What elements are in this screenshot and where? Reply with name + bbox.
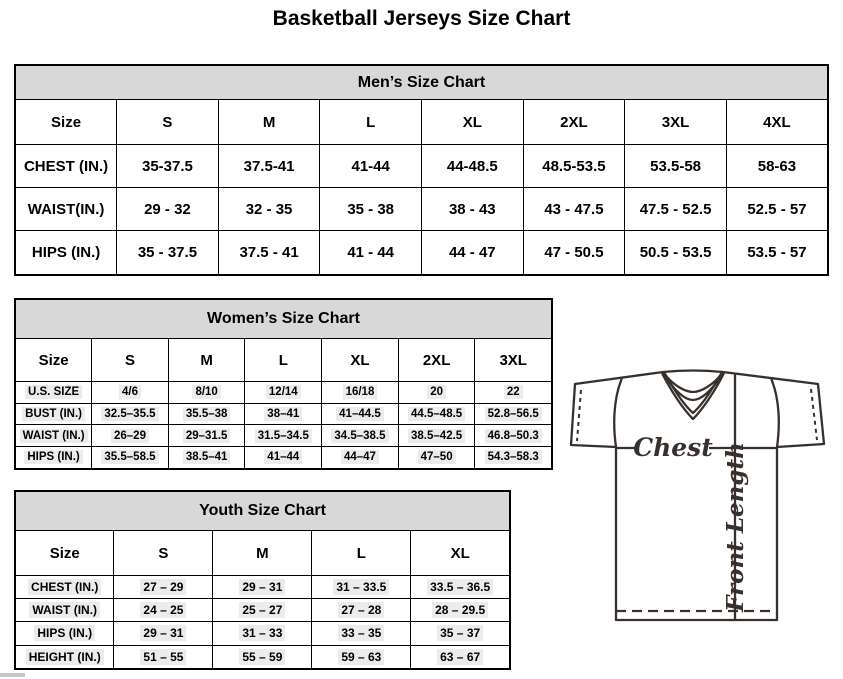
row-label: WAIST(IN.)	[15, 188, 117, 231]
highlighted-text: 34.5–38.5	[331, 429, 388, 443]
highlighted-text: 28 – 29.5	[432, 602, 488, 618]
size-cell	[114, 599, 213, 622]
size-cell	[411, 599, 510, 622]
column-header: S	[114, 531, 213, 576]
size-cell: 50.5 - 53.5	[625, 231, 727, 275]
size-cell: 53.5 - 57	[726, 231, 828, 275]
highlighted-text: WAIST (IN.)	[29, 602, 100, 618]
size-cell	[312, 576, 411, 599]
highlighted-text: 29 – 31	[239, 579, 285, 595]
row-label	[15, 576, 114, 599]
armhole-seam-right	[771, 378, 779, 447]
size-cell	[322, 382, 399, 404]
highlighted-text: 35.5–58.5	[101, 450, 158, 464]
size-cell: 44 - 47	[422, 231, 524, 275]
size-cell: 53.5-58	[625, 145, 727, 188]
row-label	[15, 446, 92, 469]
column-header: 2XL	[523, 100, 625, 145]
highlighted-text: 44.5–48.5	[408, 407, 465, 421]
front-length-label: Front Length	[722, 442, 749, 612]
womens-table	[14, 298, 553, 470]
column-header: 3XL	[475, 339, 552, 382]
highlighted-text: 38.5–41	[183, 450, 231, 464]
size-cell	[475, 446, 552, 469]
size-cell	[322, 403, 399, 425]
highlighted-text: 35 – 37	[437, 625, 483, 641]
highlighted-text: 54.3–58.3	[485, 450, 542, 464]
highlighted-text: 46.8–50.3	[485, 429, 542, 443]
highlighted-text: 41–44	[264, 450, 302, 464]
size-cell: 35 - 38	[320, 188, 422, 231]
size-cell	[398, 425, 475, 447]
womens-size-chart-table	[14, 298, 553, 470]
column-header: S	[117, 100, 219, 145]
highlighted-text: 47–50	[418, 450, 456, 464]
highlighted-text: 55 – 59	[239, 649, 285, 665]
size-cell	[312, 599, 411, 622]
column-header: M	[213, 531, 312, 576]
table-row	[15, 188, 828, 231]
row-label	[15, 403, 92, 425]
size-cell: 44-48.5	[422, 145, 524, 188]
page-title: Basketball Jerseys Size Chart	[272, 7, 571, 30]
size-cell: 47.5 - 52.5	[625, 188, 727, 231]
table-row	[15, 622, 510, 645]
size-cell	[411, 645, 510, 669]
highlighted-text: 31 – 33.5	[333, 579, 389, 595]
column-header: 3XL	[625, 100, 727, 145]
size-cell: 41 - 44	[320, 231, 422, 275]
size-cell: 43 - 47.5	[523, 188, 625, 231]
row-label	[15, 645, 114, 669]
column-header: Size	[15, 339, 92, 382]
highlighted-text: 24 – 25	[140, 602, 186, 618]
size-cell: 41-44	[320, 145, 422, 188]
size-cell	[398, 446, 475, 469]
size-cell: 29 - 32	[117, 188, 219, 231]
size-cell: 35 - 37.5	[117, 231, 219, 275]
table-row	[15, 145, 828, 188]
highlighted-text: BUST (IN.)	[22, 407, 85, 421]
size-cell	[114, 622, 213, 645]
column-header: Size	[15, 531, 114, 576]
size-cell	[213, 622, 312, 645]
cuff-dash-right	[811, 389, 817, 440]
size-cell	[168, 446, 245, 469]
mens-table	[14, 64, 829, 276]
size-cell	[213, 599, 312, 622]
size-cell: 37.5-41	[218, 145, 320, 188]
mens-size-chart-table	[14, 64, 829, 276]
mens-table-title: Men’s Size Chart	[15, 65, 828, 100]
highlighted-text: 8/10	[192, 385, 220, 399]
highlighted-text: 22	[504, 385, 523, 399]
highlighted-text: HIPS (IN.)	[24, 450, 82, 464]
armhole-seam-left	[614, 378, 622, 447]
table-row	[15, 231, 828, 275]
table-row	[15, 599, 510, 622]
size-cell	[213, 645, 312, 669]
size-cell	[322, 425, 399, 447]
jersey-diagram-svg	[558, 362, 843, 628]
table-row	[15, 576, 510, 599]
highlighted-text: 16/18	[343, 385, 378, 399]
size-cell	[245, 425, 322, 447]
column-header: XL	[422, 100, 524, 145]
column-header: Size	[15, 100, 117, 145]
size-cell	[411, 576, 510, 599]
size-cell	[475, 403, 552, 425]
size-cell	[245, 382, 322, 404]
row-label: HIPS (IN.)	[15, 231, 117, 275]
size-cell: 48.5-53.5	[523, 145, 625, 188]
row-label: CHEST (IN.)	[15, 145, 117, 188]
row-label	[15, 599, 114, 622]
highlighted-text: 38.5–42.5	[408, 429, 465, 443]
size-cell	[312, 622, 411, 645]
highlighted-text: 35.5–38	[183, 407, 231, 421]
column-header: L	[245, 339, 322, 382]
highlighted-text: 25 – 27	[239, 602, 285, 618]
size-cell: 32 - 35	[218, 188, 320, 231]
highlighted-text: 51 – 55	[140, 649, 186, 665]
highlighted-text: 31.5–34.5	[255, 429, 312, 443]
table-row	[15, 446, 552, 469]
size-cell: 35-37.5	[117, 145, 219, 188]
highlighted-text: 32.5–35.5	[101, 407, 158, 421]
highlighted-text: 52.8–56.5	[485, 407, 542, 421]
highlighted-text: 41–44.5	[336, 407, 384, 421]
youth-table	[14, 490, 511, 670]
highlighted-text: 33.5 – 36.5	[427, 579, 493, 595]
size-cell	[312, 645, 411, 669]
size-cell	[245, 403, 322, 425]
column-header: XL	[322, 339, 399, 382]
column-header: M	[218, 100, 320, 145]
highlighted-text: 12/14	[266, 385, 301, 399]
highlighted-text: 27 – 29	[140, 579, 186, 595]
highlighted-text: 20	[427, 385, 446, 399]
womens-table-title: Women’s Size Chart	[15, 299, 552, 339]
column-header: L	[312, 531, 411, 576]
highlighted-text: HEIGHT (IN.)	[26, 649, 104, 665]
cuff-dash-left	[577, 390, 581, 441]
highlighted-text: 44–47	[341, 450, 379, 464]
size-cell	[92, 425, 169, 447]
highlighted-text: 31 – 33	[239, 625, 285, 641]
column-header: L	[320, 100, 422, 145]
size-cell	[92, 403, 169, 425]
table-row	[15, 645, 510, 669]
highlighted-text: 29–31.5	[183, 429, 231, 443]
size-cell: 38 - 43	[422, 188, 524, 231]
size-cell: 58-63	[726, 145, 828, 188]
size-cell	[92, 446, 169, 469]
size-cell: 37.5 - 41	[218, 231, 320, 275]
highlighted-text: 4/6	[119, 385, 141, 399]
size-cell	[114, 576, 213, 599]
youth-size-chart-table	[14, 490, 511, 670]
column-header: M	[168, 339, 245, 382]
size-cell	[213, 576, 312, 599]
size-cell: 52.5 - 57	[726, 188, 828, 231]
size-cell	[475, 425, 552, 447]
highlighted-text: U.S. SIZE	[25, 385, 82, 399]
size-cell: 47 - 50.5	[523, 231, 625, 275]
highlighted-text: 59 – 63	[338, 649, 384, 665]
size-cell	[245, 446, 322, 469]
highlighted-text: WAIST (IN.)	[20, 429, 88, 443]
highlighted-text: 27 – 28	[338, 602, 384, 618]
highlighted-text: 38–41	[264, 407, 302, 421]
size-cell	[475, 382, 552, 404]
size-cell	[168, 382, 245, 404]
column-header: S	[92, 339, 169, 382]
chest-label: Chest	[633, 433, 713, 462]
size-cell	[114, 645, 213, 669]
highlighted-text: CHEST (IN.)	[28, 579, 101, 595]
highlighted-text: 29 – 31	[140, 625, 186, 641]
table-row	[15, 382, 552, 404]
youth-table-title: Youth Size Chart	[15, 491, 510, 531]
size-cell	[398, 382, 475, 404]
column-header: XL	[411, 531, 510, 576]
column-header: 2XL	[398, 339, 475, 382]
scrollbar-fragment	[0, 673, 25, 677]
jersey-measurement-diagram	[558, 362, 843, 628]
collar-top-line	[663, 371, 723, 373]
row-label	[15, 382, 92, 404]
table-row	[15, 425, 552, 447]
highlighted-text: HIPS (IN.)	[34, 625, 95, 641]
column-header: 4XL	[726, 100, 828, 145]
size-cell	[411, 622, 510, 645]
size-cell	[168, 403, 245, 425]
size-cell	[168, 425, 245, 447]
size-cell	[398, 403, 475, 425]
table-row	[15, 403, 552, 425]
collar-band-1	[663, 372, 723, 392]
size-cell	[322, 446, 399, 469]
highlighted-text: 33 – 35	[338, 625, 384, 641]
row-label	[15, 425, 92, 447]
highlighted-text: 63 – 67	[437, 649, 483, 665]
size-cell	[92, 382, 169, 404]
highlighted-text: 26–29	[111, 429, 149, 443]
row-label	[15, 622, 114, 645]
